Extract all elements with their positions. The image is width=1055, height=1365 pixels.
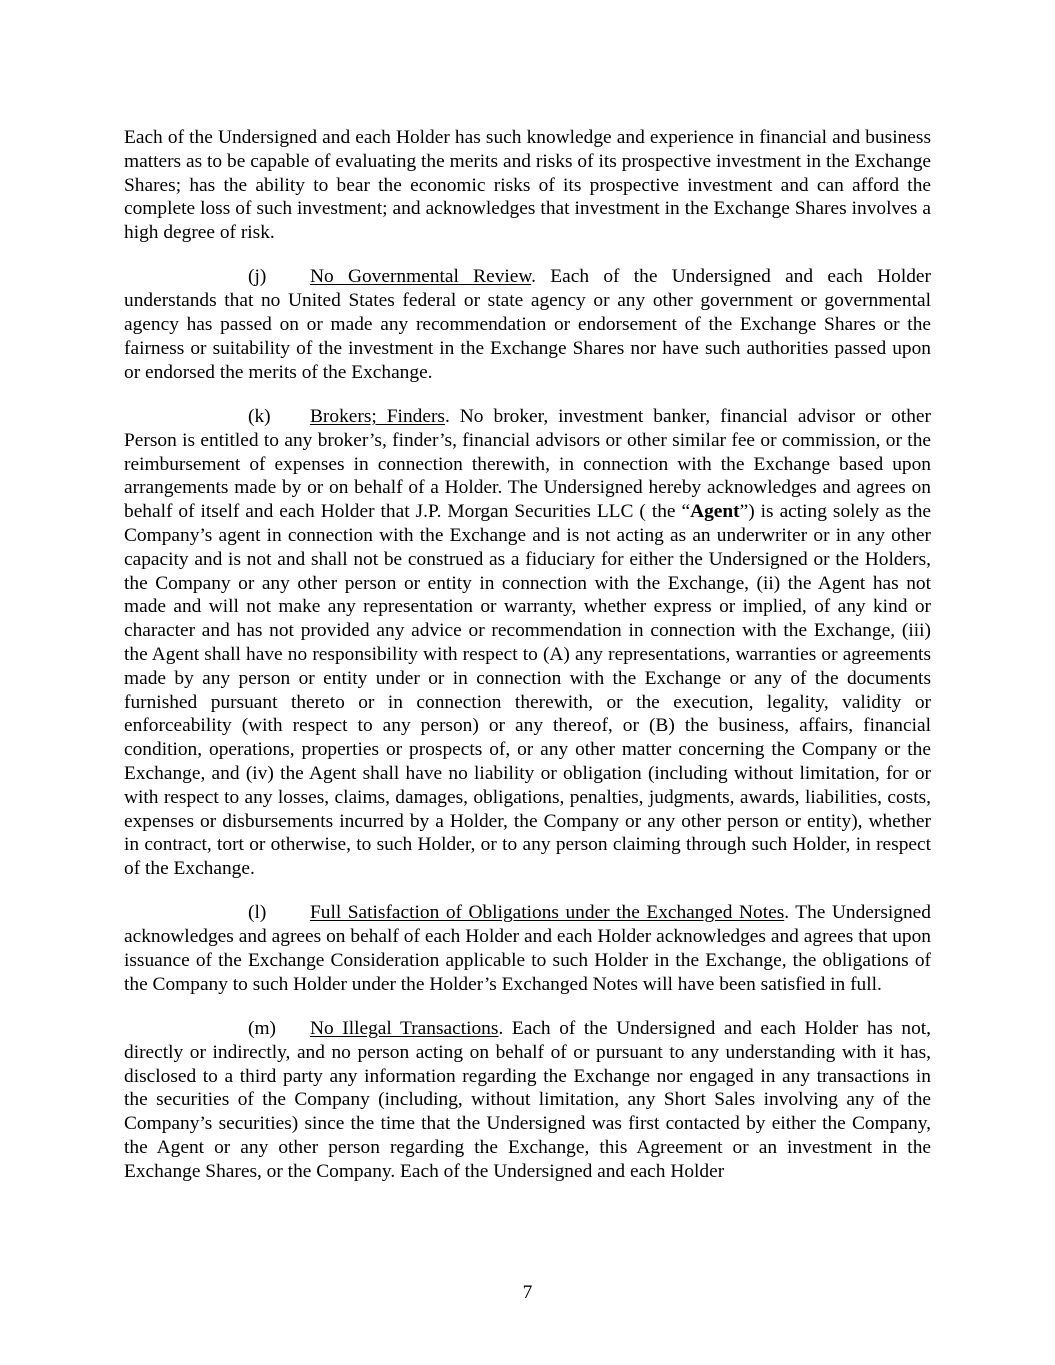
section-j: [124, 265, 931, 384]
section-j-body: . Each of the Undersigned and each Holder understands that no United States federal or state agency or any other government or governmental agency has passed on or made any recommendation or endorsement of the Exchange Shares or the fairness or suitability of the investment in the Exchange Shares nor have such authorities passed upon or endorsed the merits of the Exchange.: [124, 266, 931, 383]
section-j-number: (j): [248, 266, 267, 288]
section-k: [124, 405, 931, 881]
section-m-heading: No Illegal Transactions: [310, 1018, 499, 1040]
section-m-number: (m): [248, 1018, 276, 1040]
paragraph-intro-text: Each of the Undersigned and each Holder has such knowledge and experience in financial and business matters as to be capable of evaluating the merits and risks of its prospective investment in the Exchange Shares; has the ability to bear the economic risks of its prospective investment and can afford the complete loss of such investment; and acknowledges that investment in the Exchange Shares involves a high degree of risk.: [124, 127, 931, 244]
section-l-body: . The Undersigned acknowledges and agrees on behalf of each Holder and each Holder acknowledges and agrees that upon issuance of the Exchange Consideration applicable to such Holder in the Exchange, the obligations of the Company to such Holder under the Holder’s Exchanged Notes will have been satisfied in full.: [124, 902, 931, 995]
section-m-body: . Each of the Undersigned and each Holder has not, directly or indirectly, and no person acting on behalf of or pursuant to any understanding with it has, disclosed to a third party any information regarding the Exchange nor engaged in any transactions in the securities of the Company (including, without limitation, any Short Sales involving any of the Company’s securities) since the time that the Undersigned was first contacted by either the Company, the Agent or any other person regarding the Exchange, this Agreement or an investment in the Exchange Shares, or the Company. Each of the Undersigned and each Holder: [124, 1018, 931, 1182]
section-l: [124, 901, 931, 996]
section-m: [124, 1017, 931, 1184]
page-number: 7: [522, 1282, 533, 1303]
paragraph-intro: [124, 126, 931, 245]
section-l-heading: Full Satisfaction of Obligations under the Exchanged Notes: [310, 902, 785, 924]
section-j-heading: No Governmental Review: [310, 266, 532, 288]
section-l-number: (l): [248, 902, 267, 924]
section-k-heading: Brokers; Finders: [310, 405, 445, 427]
section-k-body-after: ”) is acting solely as the Company’s agent in connection with the Exchange and is not acting as an underwriter or in any other capacity and is not and shall not be construed as a fiduciary for either the Undersigned or the Holders, the Company or any other person or entity in connection with the Exchange, (ii) the Agent has not made and will not make any representation or warranty, whether express or implied, of any kind or character and has not provided any advice or recommendation in connection with the Exchange, (iii) the Agent shall have no responsibility with respect to (A) any representations, warranties or agreements made by any person or entity under or in connection with the Exchange or any of the documents furnished pursuant thereto or in connection therewith, or the execution, legality, validity or enforceability (with respect to any person) or any thereof, or (B) the business, affairs, financial condition, operations, properties or prospects of, or any other matter concerning the Company or the Exchange, and (iv) the Agent shall have no liability or obligation (including without limitation, for or with respect to any losses, claims, damages, obligations, penalties, judgments, awards, liabilities, costs, expenses or disbursements incurred by a Holder, the Company or any other person or entity), whether in contract, tort or otherwise, to such Holder, or to any person claiming through such Holder, in respect of the Exchange.: [124, 501, 931, 880]
document-page: [124, 126, 931, 1204]
section-k-defined-term: Agent: [690, 501, 740, 523]
section-k-number: (k): [248, 405, 271, 427]
section-k-body-before: . No broker, investment banker, financial advisor or other Person is entitled to any broker’s, finder’s, financial advisors or other similar fee or commission, or the reimbursement of expenses in connection therewith, in connection with the Exchange based upon arrangements made by or on behalf of a Holder. The Undersigned hereby acknowledges and agrees on behalf of itself and each Holder that J.P. Morgan Securities LLC ( the “: [124, 405, 931, 523]
